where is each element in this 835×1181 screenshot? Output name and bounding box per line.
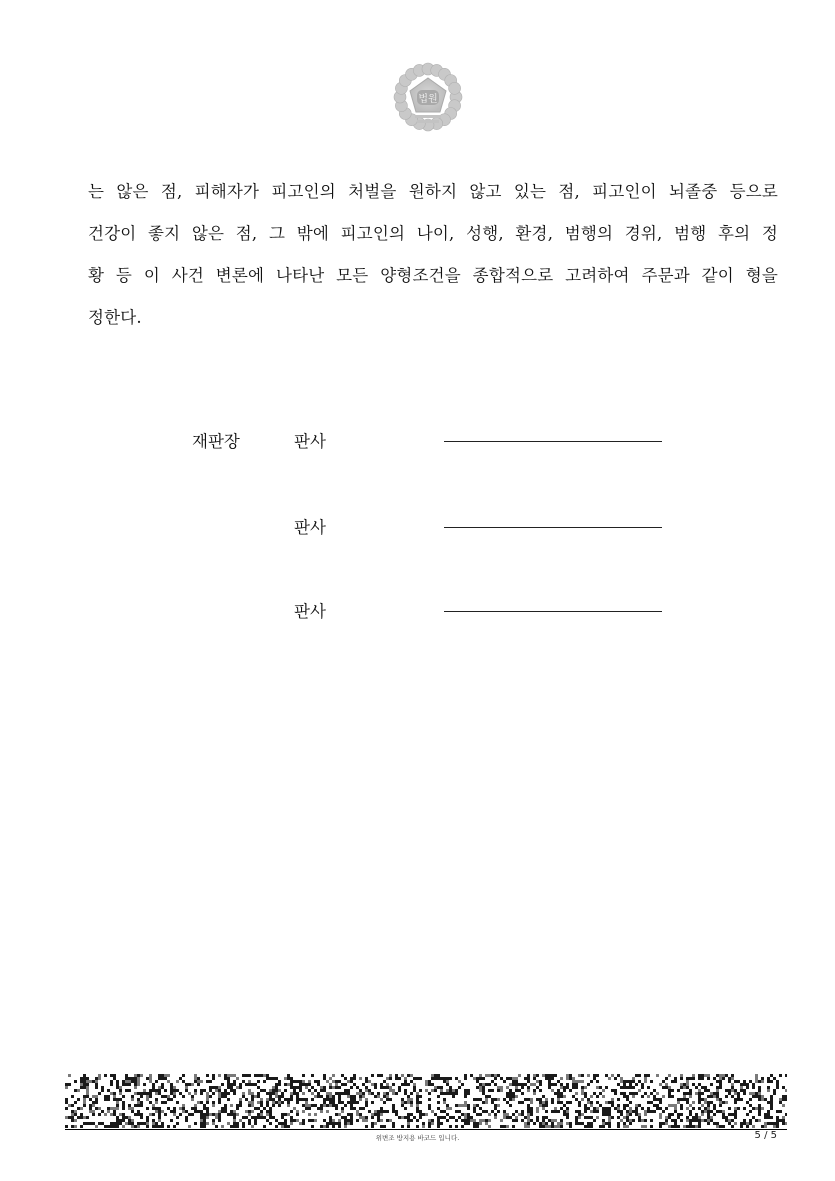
anti-forgery-barcode [65, 1074, 787, 1130]
page-number: 5 / 5 [754, 1130, 777, 1141]
signature-role: 판사 [294, 432, 326, 451]
signature-role: 판사 [294, 518, 326, 537]
body-line-2: 건강이 좋지 않은 점, 그 밖에 피고인의 나이, 성행, 환경, 범행의 경위, 범행 후의 정 [88, 224, 778, 243]
signature-role: 판사 [294, 602, 326, 621]
barcode-caption: 위변조 방지용 바코드 입니다. [375, 1134, 460, 1142]
court-emblem-icon [391, 60, 465, 138]
signature-title: 재판장 [192, 432, 240, 451]
signature-row-judge-2 [0, 514, 835, 544]
signature-row-judge-3 [0, 598, 835, 628]
body-line-3: 황 등 이 사건 변론에 나타난 모든 양형조건을 종합적으로 고려하여 주문과 같이 형을 [88, 266, 778, 285]
signature-line [444, 441, 662, 442]
body-line-1: 는 않은 점, 피해자가 피고인의 처벌을 원하지 않고 있는 점, 피고인이 뇌졸중 등으로 [88, 182, 778, 201]
signature-line [444, 527, 662, 528]
signature-line [444, 611, 662, 612]
emblem-label: 법원 [418, 94, 438, 105]
signature-row-presiding [0, 428, 835, 458]
body-line-4: 정한다. [88, 308, 142, 327]
